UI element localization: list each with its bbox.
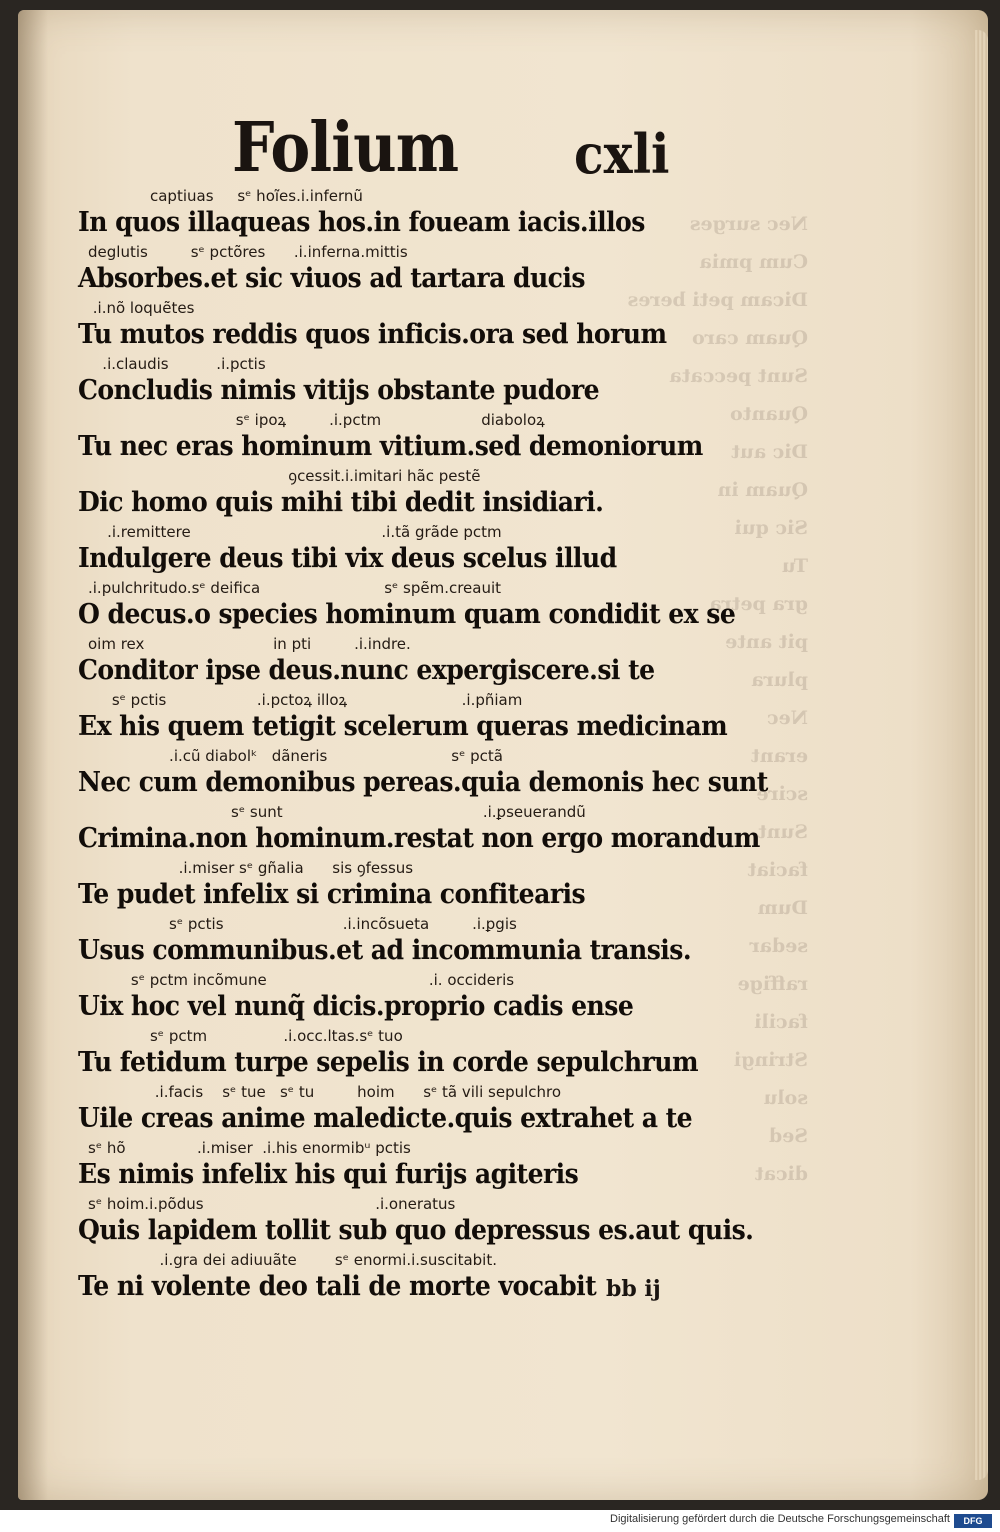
interlinear-gloss: .i.nõ loquẽtes [88, 299, 195, 317]
verse-line: Dic homo quis mihi tibi dedit insidiari. [78, 487, 604, 518]
interlinear-gloss: .i.facis sᵉ tue sᵉ tu hoim sᵉ tã vili sepulchro [88, 1083, 562, 1101]
signature-mark: bb ij [606, 1276, 661, 1302]
bleed-through: Nec surges Cum pmia Dicam peti beres Quam caro Sunt peccata Quanto Dic aut Quam in Sic qui Tu gra petra pit ante plura Nec erant scire Sunt faciat Dum sedar raffige facili Stringi solu Sed dicat [627, 213, 808, 1185]
verse-line: Ex his quem tetigit scelerum queras medicinam [78, 711, 728, 742]
folio-number: cxli [574, 122, 670, 186]
interlinear-gloss: sᵉ pctis .i.pctoꝝ illoꝝ .i.pñiam [88, 691, 523, 709]
verse-line: Uile creas anime maledicte.quis extrahet a te [78, 1103, 693, 1134]
interlinear-gloss: sᵉ hoim.i.põdus .i.oneratus [88, 1195, 456, 1213]
footer-bar [0, 1510, 1000, 1532]
verse-line: Es nimis infelix his qui furijs agiteris [78, 1159, 579, 1190]
verse-line: Usus communibus.et ad incommunia transis. [78, 935, 692, 966]
verse-line: O decus.o species hominum quam condidit ex se [78, 599, 736, 630]
page-edge [974, 30, 988, 1480]
verse-line: Absorbes.et sic viuos ad tartara ducis [78, 263, 585, 294]
interlinear-gloss: .i.pulchritudo.sᵉ deifica sᵉ spẽm.creauit [88, 579, 502, 597]
verse-line: Tu fetidum turpe sepelis in corde sepulchrum [78, 1047, 698, 1078]
interlinear-gloss: sᵉ hõ .i.miser .i.his enormibᵘ pctis [88, 1139, 411, 1157]
verse-line: Conditor ipse deus.nunc expergiscere.si te [78, 655, 655, 686]
page-header [0, 108, 1000, 198]
verse-line: Nec cum demonibus pereas.quia demonis hec sunt [78, 767, 768, 798]
dfg-logo-icon: DFG [954, 1514, 992, 1528]
verse-line: Tu nec eras hominum vitium.sed demoniorum [78, 431, 703, 462]
interlinear-gloss: .i.miser sᵉ gñalia sis ꝯfessus [88, 859, 414, 877]
verse-line: Te pudet infelix si crimina confitearis [78, 879, 586, 910]
interlinear-gloss: sᵉ pctm incõmune .i. occideris [88, 971, 515, 989]
verse-line: Concludis nimis vitijs obstante pudore [78, 375, 600, 406]
interlinear-gloss: .i.gra dei adiuuãte sᵉ enormi.i.suscitabit. [88, 1251, 497, 1269]
interlinear-gloss: sᵉ ipoꝝ .i.pctm diaboloꝝ [88, 411, 545, 429]
interlinear-gloss: sᵉ pctis .i.incõsueta .i.ꝑgis [88, 915, 517, 933]
interlinear-gloss: sᵉ sunt .i.ꝑseuerandũ [88, 803, 586, 821]
verse-line: Tu mutos reddis quos inficis.ora sed horum [78, 319, 667, 350]
interlinear-gloss: .i.claudis .i.pctis [88, 355, 266, 373]
verse-line: Te ni volente deo tali de morte vocabit [78, 1271, 597, 1302]
interlinear-gloss: deglutis sᵉ pctõres .i.inferna.mittis [88, 243, 408, 261]
verse-line: Crimina.non hominum.restat non ergo morandum [78, 823, 760, 854]
running-title: Folium [232, 108, 459, 188]
interlinear-gloss: .i.remittere .i.tã grãde pctm [88, 523, 502, 541]
interlinear-gloss: .i.cũ diabolᵏ dãneris sᵉ pctã [88, 747, 503, 765]
interlinear-gloss: sᵉ pctm .i.occ.ltas.sᵉ tuo [88, 1027, 403, 1045]
verse-line: Uix hoc vel nunq̃ dicis.proprio cadis ense [78, 991, 634, 1022]
funding-credit: Digitalisierung gefördert durch die Deutsche Forschungsgemeinschaft [610, 1513, 950, 1525]
verse-line: Quis lapidem tollit sub quo depressus es.aut quis. [78, 1215, 754, 1246]
verse-line: Indulgere deus tibi vix deus scelus illud [78, 543, 617, 574]
interlinear-gloss: captiuas sᵉ hoĩes.i.infernũ [88, 187, 363, 205]
verse-line: In quos illaqueas hos.in foueam iacis.illos [78, 207, 645, 238]
interlinear-gloss: oim rex in pti .i.indre. [88, 635, 411, 653]
interlinear-gloss: ꝯcessit.i.imitari hãc pestẽ [88, 467, 481, 485]
